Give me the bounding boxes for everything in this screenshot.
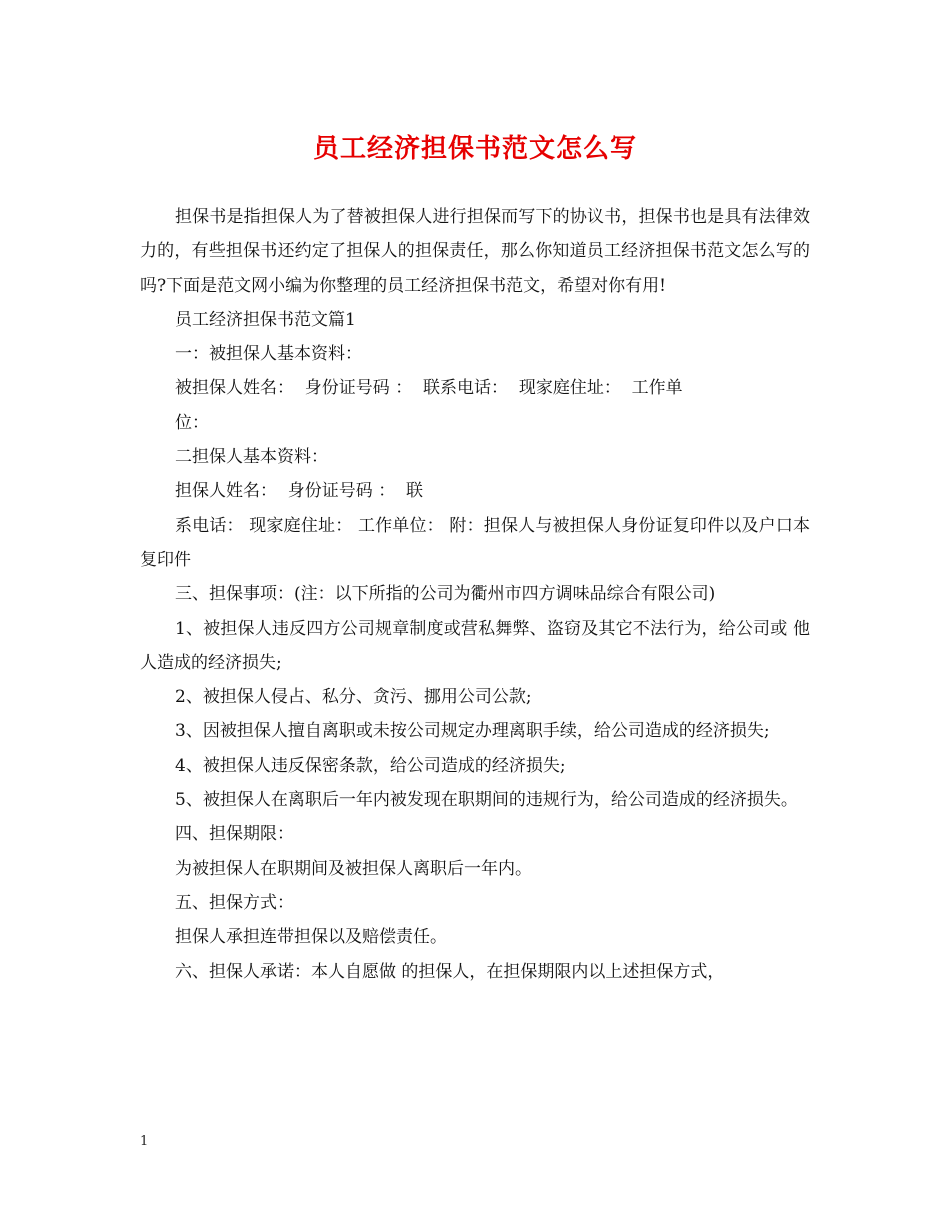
part1-fields-line1: 被担保人姓名： 身份证号码 ： 联系电话： 现家庭住址： 工作单 [175,378,683,399]
part3-heading: 三、担保事项：(注：以下所指的公司为衢州市四方调味品综合有限公司) [175,584,716,605]
item-3: 3、因被担保人擅自离职或未按公司规定办理离职手续，给公司造成的经济损失; [175,721,770,742]
part2-fields-paragraph: 系电话： 现家庭住址： 工作单位： 附：担保人与被担保人身份证复印件以及户口本复印件 [140,515,810,570]
document-body [140,200,810,989]
part5-heading: 五、担保方式： [175,892,294,913]
item-4: 4、被担保人违反保密条款，给公司造成的经济损失; [175,755,566,776]
item-2: 2、被担保人侵占、私分、贪污、挪用公司公款; [175,687,532,708]
part4-heading: 四、担保期限： [175,824,294,845]
part2-heading: 二担保人基本资料： [175,447,328,468]
document-title: 员工经济担保书范文怎么写 [312,134,637,164]
part6-heading: 六、担保人承诺：本人自愿做 的担保人，在担保期限内以上述担保方式， [175,961,725,982]
item-1: 1、被担保人违反四方公司规章制度或营私舞弊、盗窃及其它不法行为，给公司或 他人造成的经济损失; [140,618,810,673]
item-5: 5、被担保人在离职后一年内被发现在职期间的违规行为，给公司造成的经济损失。 [175,790,798,811]
part2-fields-line1: 担保人姓名： 身份证号码 ： 联 [175,481,424,502]
page-number: 1 [140,1134,149,1149]
part1-heading: 一：被担保人基本资料： [175,344,362,365]
part5-content: 担保人承担连带担保以及赔偿责任。 [175,927,447,948]
part4-content: 为被担保人在职期间及被担保人离职后一年内。 [175,858,532,879]
intro-paragraph: 担保书是指担保人为了替被担保人进行担保而写下的协议书，担保书也是具有法律效力的，有些担保书还约定了担保人的担保责任，那么你知道员工经济担保书范文怎么写的吗?下面是范文网小编为你整理的员工经济担保书范文，希望对你有用! [140,207,810,296]
part1-fields-line2: 位： [175,412,209,433]
section-heading: 员工经济担保书范文篇1 [175,309,356,330]
